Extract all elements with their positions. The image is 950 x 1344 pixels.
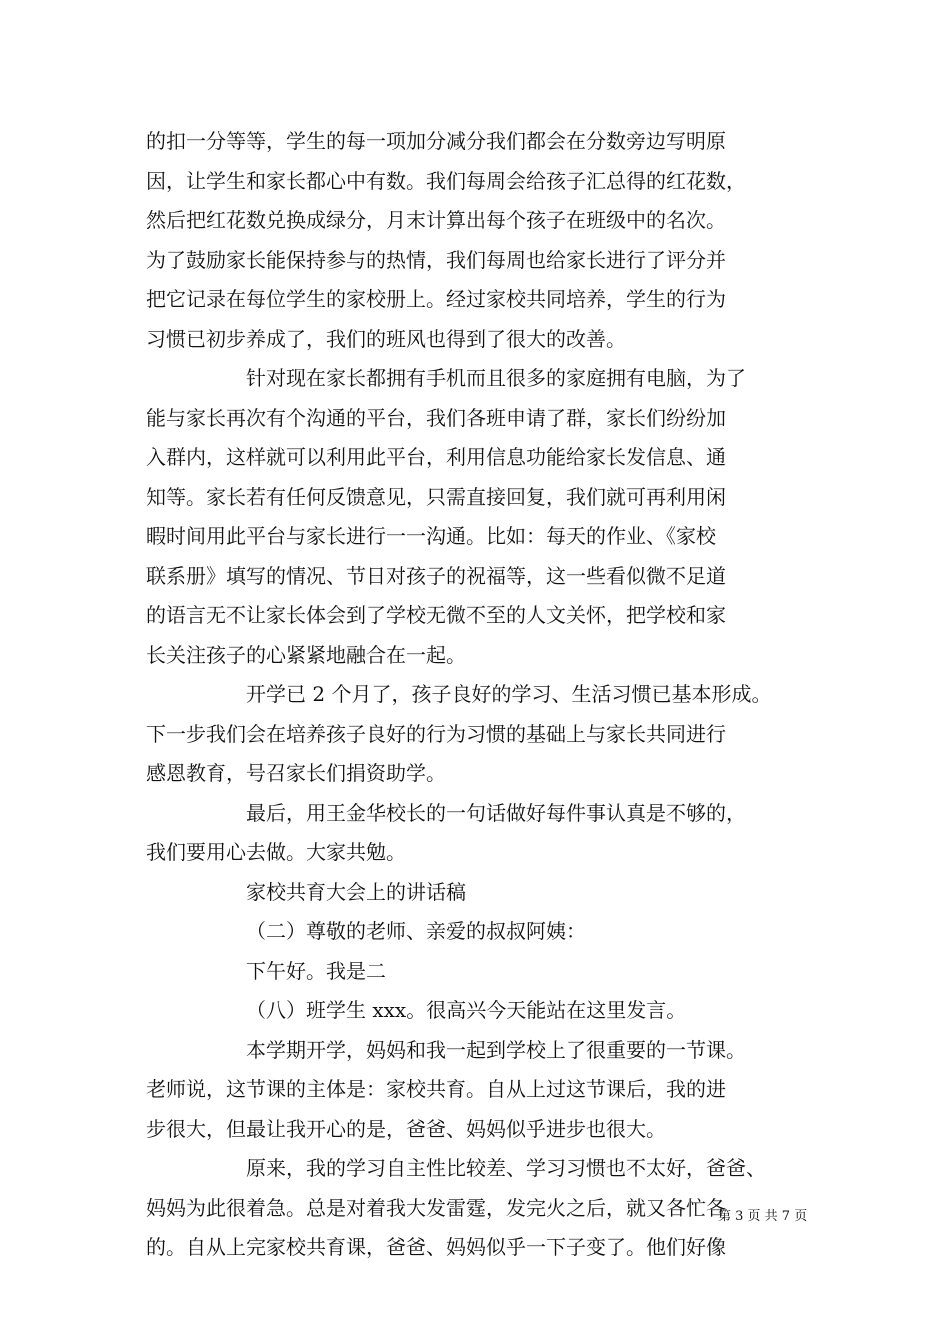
text-line: 入群内，这样就可以利用此平台，利用信息功能给家长发信息、通 (146, 445, 726, 469)
text-line: 因，让学生和家长都心中有数。我们每周会给孩子汇总得的红花数， (146, 168, 746, 193)
text-line: 知等。家长若有任何反馈意见，只需直接回复，我们就可再利用闲 (146, 484, 726, 509)
text-line: 原来，我的学习自主性比较差、学习习惯也不太好，爸爸、 (246, 1156, 766, 1180)
text-line: 老师说，这节课的主体是：家校共育。自从上过这节课后，我的进 (146, 1077, 726, 1101)
text-line: 感恩教育，号召家长们捐资助学。 (146, 761, 446, 785)
text-line: 下午好。我是二 (246, 958, 386, 983)
text-line: 联系册》填写的情况、节日对孩子的祝福等，这一些看似微不足道 (146, 563, 726, 588)
text-line: 妈妈为此很着急。总是对着我大发雷霆，发完火之后，就又各忙各 (146, 1195, 726, 1220)
text-line: 把它记录在每位学生的家校册上。经过家校共同培养，学生的行为 (146, 287, 726, 311)
text-line: 步很大，但最让我开心的是，爸爸、妈妈似乎进步也很大。 (146, 1116, 666, 1141)
text-line: 的扣一分等等，学生的每一项加分减分我们都会在分数旁边写明原 (146, 129, 726, 153)
text-line: 习惯已初步养成了，我们的班风也得到了很大的改善。 (146, 326, 626, 351)
text-line: （八）班学生 xxx。很高兴今天能站在这里发言。 (246, 998, 687, 1022)
text-line: 的。自从上完家校共育课，爸爸、妈妈似乎一下子变了。他们好像 (146, 1235, 726, 1259)
text-line: 针对现在家长都拥有手机而且很多的家庭拥有电脑，为了 (246, 366, 746, 390)
text-line: 然后把红花数兑换成绿分，月末计算出每个孩子在班级中的名次。 (146, 208, 726, 232)
text-line: 最后，用王金华校长的一句话做好每件事认真是不够的， (246, 800, 746, 825)
text-line: 我们要用心去做。大家共勉。 (146, 840, 406, 864)
text-line: 家校共育大会上的讲话稿 (246, 879, 466, 904)
text-line: 下一步我们会在培养孩子良好的行为习惯的基础上与家长共同进行 (146, 721, 726, 746)
text-line: 长关注孩子的心紧紧地融合在一起。 (146, 642, 466, 667)
text-line: 为了鼓励家长能保持参与的热情，我们每周也给家长进行了评分并 (146, 247, 726, 272)
text-line: 能与家长再次有个沟通的平台，我们各班申请了群，家长们纷纷加 (146, 405, 726, 430)
text-line: 开学已 2 个月了，孩子良好的学习、生活习惯已基本形成。 (246, 682, 772, 706)
text-line: 的语言无不让家长体会到了学校无微不至的人文关怀，把学校和家 (146, 603, 726, 627)
document-body (146, 122, 812, 1268)
text-line: 本学期开学，妈妈和我一起到学校上了很重要的一节课。 (246, 1037, 746, 1062)
page-footer: 第 3 页 共 7 页 (718, 1209, 808, 1224)
text-line: （二）尊敬的老师、亲爱的叔叔阿姨： (246, 919, 586, 943)
text-line: 暇时间用此平台与家长进行一一沟通。比如：每天的作业、《家校 (146, 524, 716, 548)
